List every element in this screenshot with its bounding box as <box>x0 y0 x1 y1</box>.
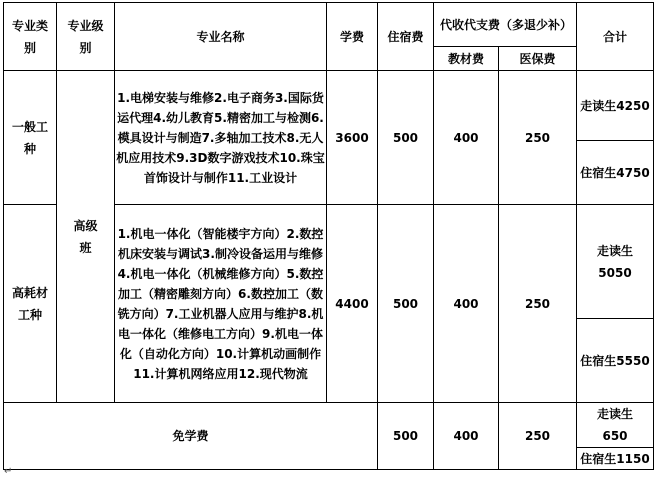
textbook-general: 400 <box>434 71 499 205</box>
dorm-general: 500 <box>378 71 434 205</box>
table-row-free <box>4 403 654 448</box>
category-high-text: 高耗材工种 <box>11 285 48 322</box>
header-name: 专业名称 <box>115 3 327 71</box>
majors-high <box>115 205 327 403</box>
total-free-day <box>577 403 654 448</box>
insurance-free: 250 <box>499 403 577 470</box>
category-general <box>4 71 57 205</box>
insurance-high: 250 <box>499 205 577 403</box>
header-row <box>4 3 654 47</box>
header-insurance: 医保费 <box>499 47 577 71</box>
tuition-high: 4400 <box>327 205 378 403</box>
majors-high-text: 1.机电一体化（智能楼宇方向）2.数控机床安装与调试3.制冷设备运用与维修4.机电一体化（机械维修方向）5.数控加工（精密雕刻方向）6.数控加工（数铣方向）7.工业机器人应用与维护8.机电一体化（维修电工方向）9.机电一体化（自动化方向）10.计算机动画制作11.计算机网络应用12.现代物流 <box>117 226 324 381</box>
header-category <box>4 3 57 71</box>
header-level <box>57 3 115 71</box>
free-label: 免学费 <box>4 403 378 470</box>
total-general-day: 走读生4250 <box>577 71 654 141</box>
header-dorm: 住宿费 <box>378 3 434 71</box>
category-high <box>4 205 57 403</box>
fee-table <box>3 2 654 470</box>
level-text: 高级班 <box>73 218 98 255</box>
header-total: 合计 <box>577 3 654 71</box>
textbook-high: 400 <box>434 205 499 403</box>
header-collected-text: 代收代支费（多退少补） <box>440 17 573 32</box>
category-general-text: 一般工种 <box>11 119 48 156</box>
total-high-board: 住宿生5550 <box>577 319 654 403</box>
dorm-free: 500 <box>378 403 434 470</box>
total-high-day-text: 走读生5050 <box>596 243 633 280</box>
majors-general-text: 1.电梯安装与维修2.电子商务3.国际货运代理4.幼儿教育5.精密加工与检测6.模具设计与制造7.多轴加工技术8.无人机应用技术9.3D数字游戏技术10.珠宝首饰设计与制作11.工业设计 <box>116 90 325 185</box>
header-textbook: 教材费 <box>434 47 499 71</box>
paragraph-mark: ↵ <box>4 466 13 477</box>
total-general-board: 住宿生4750 <box>577 141 654 205</box>
header-category-text: 专业类别 <box>11 18 48 55</box>
total-high-day <box>577 205 654 319</box>
dorm-high: 500 <box>378 205 434 403</box>
table-row-general <box>4 71 654 141</box>
header-tuition: 学费 <box>327 3 378 71</box>
majors-general <box>115 71 327 205</box>
tuition-general: 3600 <box>327 71 378 205</box>
textbook-free: 400 <box>434 403 499 470</box>
insurance-general: 250 <box>499 71 577 205</box>
header-collected <box>434 3 577 47</box>
total-free-board: 住宿生1150 <box>577 448 654 470</box>
header-level-text: 专业级别 <box>67 18 104 55</box>
total-free-day-text: 走读生650 <box>596 407 633 443</box>
level-cell <box>57 71 115 403</box>
